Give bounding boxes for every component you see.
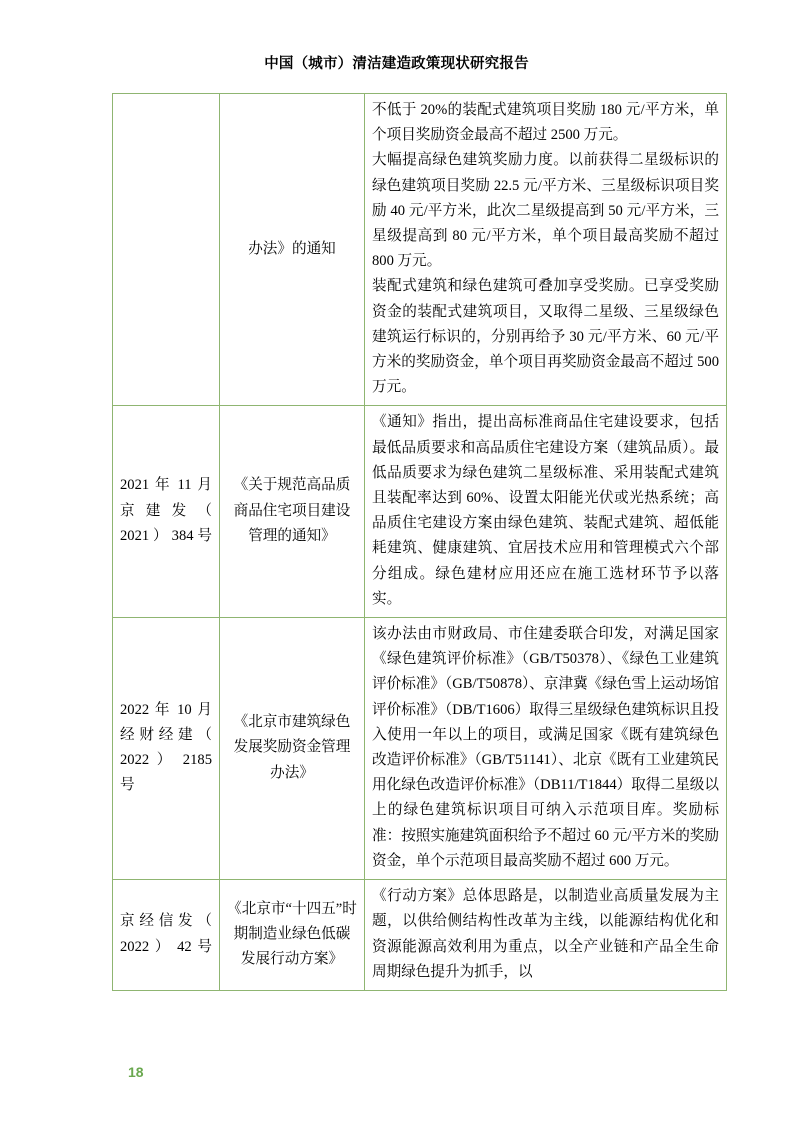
cell-document-reference: 京 经 信 发 （ 2022 ） 42 号 xyxy=(113,880,220,991)
table-row xyxy=(113,880,727,991)
content-paragraph: 不低于 20%的装配式建筑项目奖励 180 元/平方米，单个项目奖励资金最高不超过 2500 万元。 xyxy=(372,102,719,144)
cell-document-title: 《北京市“十四五”时期制造业绿色低碳发展行动方案》 xyxy=(220,880,365,991)
cell-document-content xyxy=(365,406,727,618)
table-row xyxy=(113,406,727,618)
table-row xyxy=(113,618,727,880)
content-paragraph: 该办法由市财政局、市住建委联合印发，对满足国家《绿色建筑评价标准》（GB/T50378）、《绿色工业建筑评价标准》（GB/T50878）、京津冀《绿色雪上运动场馆评价标准》（DB/T1606）取得三星级绿色建筑标识且投入使用一年以上的项目，或满足国家《既有建筑绿色改造评价标准》（GB/T51141）、北京《既有工业建筑民用化绿色改造评价标准》（DB11/T1844）取得二星级以上的绿色建筑标识项目可纳入示范项目库。奖励标准：按照实施建筑面积给予不超过 60 元/平方米的奖励资金，单个示范项目最高奖励不超过 600 万元。 xyxy=(372,626,720,869)
cell-document-title: 办法》的通知 xyxy=(220,94,365,406)
policy-table-body xyxy=(113,94,727,991)
table-row xyxy=(113,94,727,406)
cell-document-reference xyxy=(113,94,220,406)
policy-table xyxy=(112,93,727,991)
content-paragraph: 《行动方案》总体思路是，以制造业高质量发展为主题，以供给侧结构性改革为主线，以能源结构优化和资源能源高效利用为重点，以全产业链和产品全生命周期绿色提升为抓手，以 xyxy=(372,888,719,980)
cell-document-content xyxy=(365,880,727,991)
content-paragraph: 《通知》指出，提出高标准商品住宅建设要求，包括最低品质要求和高品质住宅建设方案（建筑品质）。最低品质要求为绿色建筑二星级标准、采用装配式建筑且装配率达到 60%、设置太阳能光伏或光热系统；高品质住宅建设方案由绿色建筑、装配式建筑、超低能耗建筑、健康建筑、宜居技术应用和管理模式六个部分组成。绿色建材应用还应在施工选材环节予以落实。 xyxy=(372,414,719,607)
content-paragraph: 装配式建筑和绿色建筑可叠加享受奖励。已享受奖励资金的装配式建筑项目，又取得二星级、三星级绿色建筑运行标识的，分别再给予 30 元/平方米、60 元/平方米的奖励资金，单个项目再奖励资金最高不超过 500 万元。 xyxy=(372,278,719,396)
cell-document-reference: 2021 年 11 月 京 建 发 （ 2021 ） 384 号 xyxy=(113,406,220,618)
cell-document-title: 《北京市建筑绿色发展奖励资金管理办法》 xyxy=(220,618,365,880)
cell-document-content xyxy=(365,618,727,880)
cell-document-reference: 2022 年 10 月 经 财 经 建 （ 2022 ） 2185 号 xyxy=(113,618,220,880)
page-header-title: 中国（城市）清洁建造政策现状研究报告 xyxy=(264,56,529,72)
cell-document-title: 《关于规范高品质商品住宅项目建设管理的通知》 xyxy=(220,406,365,618)
page-number: 18 xyxy=(128,1064,144,1080)
cell-document-content xyxy=(365,94,727,406)
content-paragraph: 大幅提高绿色建筑奖励力度。以前获得二星级标识的绿色建筑项目奖励 22.5 元/平方米、三星级标识项目奖励 40 元/平方米，此次二星级提高到 50 元/平方米，三星级提高到 80 元/平方米，单个项目最高奖励不超过 800 万元。 xyxy=(372,152,719,270)
